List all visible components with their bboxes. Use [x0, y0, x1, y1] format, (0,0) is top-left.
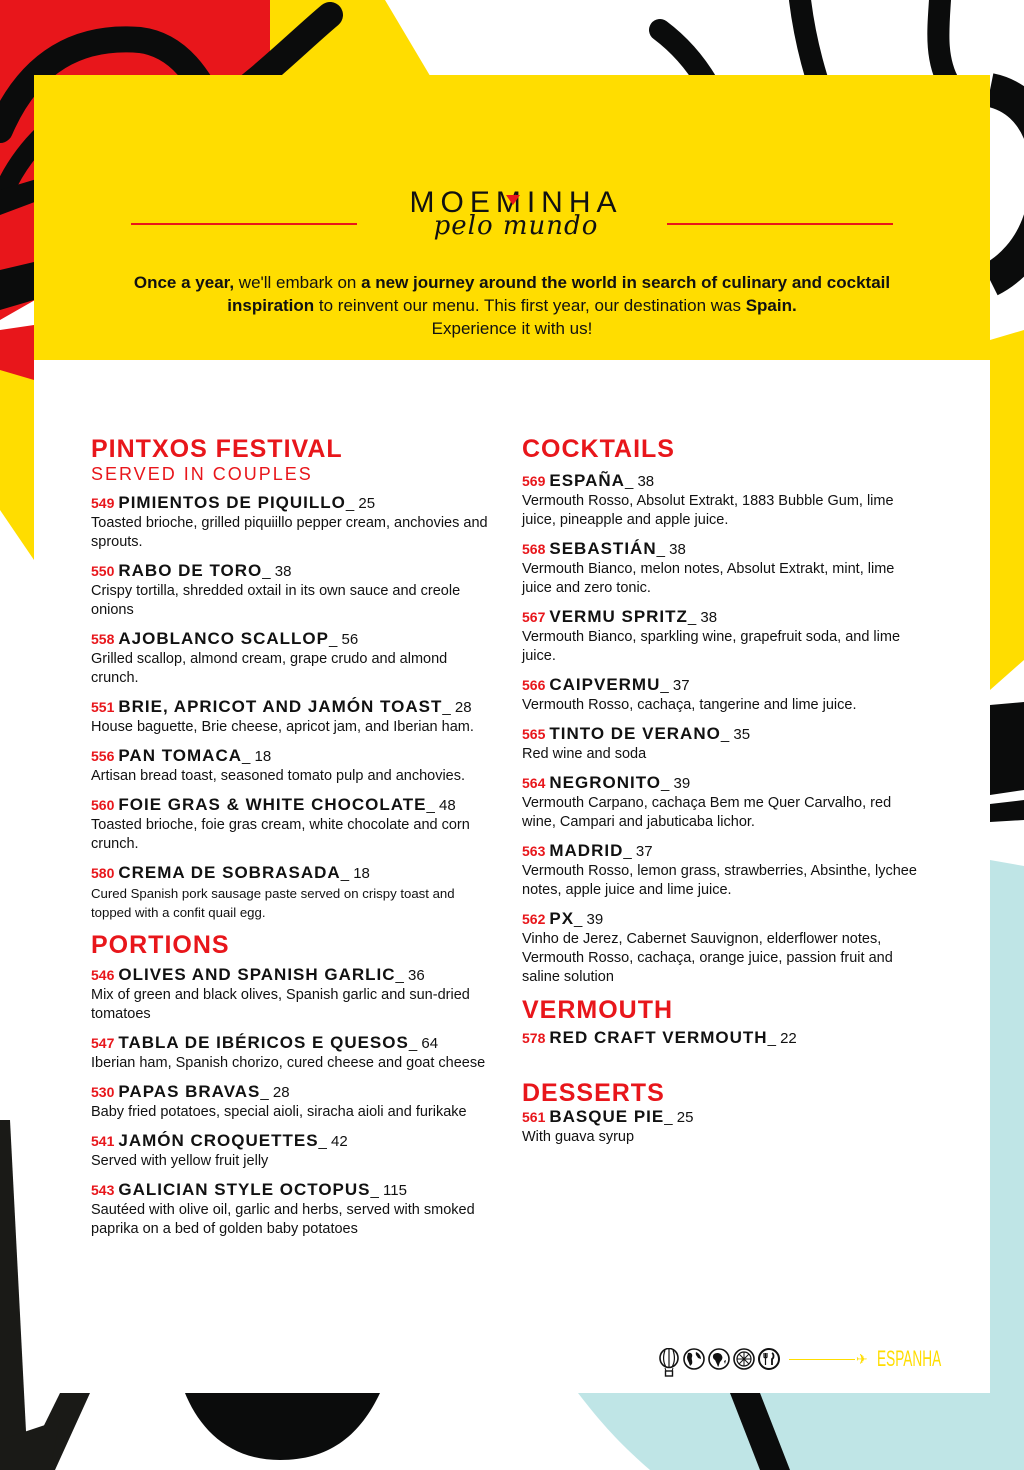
item-description: Iberian ham, Spanish chorizo, cured cheese and goat cheese: [91, 1055, 486, 1071]
item-code: 530: [91, 1084, 115, 1100]
menu-item-header: [522, 773, 922, 794]
section-title: PORTIONS: [91, 931, 230, 959]
item-list: [522, 1107, 922, 1147]
menu-item: [522, 724, 922, 764]
item-price: _ 56: [328, 631, 359, 648]
item-price: _ 18: [242, 748, 272, 765]
item-name: RED CRAFT VERMOUTH: [549, 1028, 768, 1047]
citrus-slice-icon: [733, 1348, 755, 1370]
item-description: Toasted brioche, foie gras cream, white chocolate and corn crunch.: [91, 817, 470, 852]
intro-part: a new journey around the world in search of culinary and cocktail inspiration: [227, 273, 891, 315]
item-code: 564: [522, 775, 546, 791]
item-code: 543: [91, 1182, 115, 1198]
item-description: Cured Spanish pork sausage paste served on crispy toast and topped with a confit quail egg.: [91, 886, 455, 920]
item-description: Red wine and soda: [522, 746, 647, 762]
item-description: Vermouth Rosso, cachaça, tangerine and lime juice.: [522, 697, 857, 713]
journey-arrow-line: [789, 1359, 855, 1360]
item-price: _ 36: [395, 967, 425, 984]
item-name: TINTO DE VERANO: [549, 724, 721, 743]
menu-item: [522, 471, 922, 530]
divider-right: [667, 223, 893, 225]
item-description: Baby fried potatoes, special aioli, siracha aioli and furikake: [91, 1104, 467, 1120]
item-list: [91, 493, 491, 922]
menu-item: [522, 1107, 922, 1147]
item-code: 541: [91, 1133, 115, 1149]
menu-item-header: [522, 1107, 922, 1128]
item-price: _ 22: [767, 1030, 797, 1047]
item-name: PAN TOMACA: [118, 746, 243, 765]
item-description: Served with yellow fruit jelly: [91, 1153, 269, 1169]
intro-part: Spain.: [745, 296, 797, 315]
intro-text: [94, 271, 930, 340]
item-code: 558: [91, 631, 115, 647]
section-cocktails: [522, 435, 922, 987]
menu-item-header: [91, 1033, 491, 1054]
item-price: _ 18: [340, 865, 370, 882]
item-description: Grilled scallop, almond cream, grape crudo and almond crunch.: [91, 651, 448, 686]
item-code: 568: [522, 541, 546, 557]
section-title: DESSERTS: [522, 1079, 665, 1107]
brand-logo: [391, 185, 641, 239]
item-description: Mix of green and black olives, Spanish garlic and sun-dried tomatoes: [91, 987, 470, 1022]
menu-item: [91, 561, 491, 620]
section-pintxos: [91, 435, 491, 922]
item-description: House baguette, Brie cheese, apricot jam, and Iberian ham.: [91, 719, 474, 735]
item-name: BRIE, APRICOT AND JAMÓN TOAST: [118, 697, 443, 716]
menu-item-header: [91, 1131, 491, 1152]
menu-item-header: [522, 909, 922, 930]
menu-item-header: [91, 795, 491, 816]
menu-item: [91, 1131, 491, 1171]
item-price: _ 39: [661, 775, 691, 792]
item-price: _ 38: [624, 473, 655, 490]
menu-item-header: [91, 746, 491, 767]
item-description: Vermouth Bianco, sparkling wine, grapefruit soda, and lime juice.: [522, 629, 901, 664]
item-name: JAMÓN CROQUETTES: [118, 1131, 319, 1150]
item-code: 561: [522, 1109, 546, 1125]
divider-left: [131, 223, 357, 225]
item-description: Vermouth Bianco, melon notes, Absolut Extrakt, mint, lime juice and zero tonic.: [522, 561, 895, 596]
intro-part: we'll embark on: [234, 273, 362, 292]
item-code: 563: [522, 843, 546, 859]
item-price: _ 38: [687, 609, 718, 626]
menu-item: [522, 1028, 922, 1049]
menu-item: [91, 629, 491, 688]
item-code: 551: [91, 699, 115, 715]
menu-item-header: [91, 1082, 491, 1103]
brand-tagline: pelo mundo: [433, 211, 599, 241]
item-list: [91, 965, 491, 1239]
item-name: ESPAÑA: [549, 471, 625, 490]
menu-item-header: [522, 607, 922, 628]
item-code: 547: [91, 1035, 115, 1051]
item-code: 562: [522, 911, 546, 927]
item-name: FOIE GRAS & WHITE CHOCOLATE: [118, 795, 427, 814]
menu-item-header: [91, 493, 491, 514]
item-code: 556: [91, 748, 115, 764]
item-list: [522, 1028, 922, 1049]
item-name: VERMU SPRITZ: [549, 607, 688, 626]
menu-item-header: [91, 965, 491, 986]
item-name: TABLA DE IBÉRICOS E QUESOS: [118, 1033, 409, 1052]
section-title: PINTXOS FESTIVAL: [91, 435, 343, 463]
menu-item: [522, 675, 922, 715]
item-name: PAPAS BRAVAS: [118, 1082, 261, 1101]
section-title: COCKTAILS: [522, 435, 675, 463]
menu-item-header: [522, 539, 922, 560]
fork-knife-icon: [758, 1348, 780, 1370]
left-column: [91, 435, 491, 1248]
logo-area: [34, 185, 990, 265]
menu-item-header: [91, 697, 491, 718]
item-price: _ 38: [656, 541, 686, 558]
item-price: _ 38: [262, 563, 292, 580]
item-description: Vermouth Rosso, lemon grass, strawberries, Absinthe, lychee notes, apple juice and lime juice.: [522, 863, 917, 898]
hot-air-balloon-icon: [658, 1348, 680, 1378]
plane-arrow-icon: ✈: [856, 1350, 868, 1367]
item-price: _ 48: [426, 797, 456, 814]
item-name: CREMA DE SOBRASADA: [118, 863, 341, 882]
item-description: Vinho de Jerez, Cabernet Sauvignon, elderflower notes, Vermouth Rosso, cachaça, orange juice, passion fruit and saline solution: [522, 931, 893, 985]
header-banner: [34, 75, 990, 360]
item-price: _ 64: [408, 1035, 439, 1052]
globe-americas-icon: [683, 1348, 705, 1370]
menu-item-header: [91, 629, 491, 650]
item-price: _ 42: [318, 1133, 348, 1150]
item-name: GALICIAN STYLE OCTOPUS: [118, 1180, 371, 1199]
item-price: _ 28: [260, 1084, 290, 1101]
item-code: 549: [91, 495, 115, 511]
item-price: _ 28: [442, 699, 472, 716]
menu-item-header: [522, 1028, 922, 1049]
menu-item-header: [522, 841, 922, 862]
item-code: 578: [522, 1030, 546, 1046]
item-code: 546: [91, 967, 115, 983]
item-name: CAIPVERMU: [549, 675, 661, 694]
menu-item: [91, 1082, 491, 1122]
menu-item-header: [522, 675, 922, 696]
menu-card: [34, 75, 990, 1393]
item-description: Artisan bread toast, seasoned tomato pulp and anchovies.: [91, 768, 466, 784]
item-name: OLIVES AND SPANISH GARLIC: [118, 965, 396, 984]
item-price: _ 25: [345, 495, 376, 512]
item-code: 560: [91, 797, 115, 813]
menu-item: [91, 863, 491, 922]
item-code: 566: [522, 677, 546, 693]
item-description: Crispy tortilla, shredded oxtail in its own sauce and creole onions: [91, 583, 461, 618]
brand-name: MOEMINHA: [409, 186, 623, 219]
right-column: [522, 435, 922, 1156]
menu-item: [91, 493, 491, 552]
menu-item: [91, 795, 491, 854]
section-subtitle: SERVED IN COUPLES: [91, 464, 313, 484]
menu-item: [522, 539, 922, 598]
section-portions: [91, 931, 491, 1239]
menu-item-header: [91, 1180, 491, 1201]
item-list: [522, 471, 922, 987]
item-price: _ 25: [664, 1109, 694, 1126]
menu-item: [522, 841, 922, 900]
item-code: 580: [91, 865, 115, 881]
item-description: With guava syrup: [522, 1129, 635, 1145]
item-price: _ 115: [370, 1182, 407, 1199]
menu-item-header: [522, 724, 922, 745]
triangle-icon: [506, 195, 520, 205]
menu-item: [91, 746, 491, 786]
menu-item: [522, 909, 922, 987]
section-title: VERMOUTH: [522, 996, 674, 1024]
intro-part: Once a year,: [133, 273, 235, 292]
intro-part: to reinvent our menu. This first year, our destination was: [314, 296, 746, 315]
item-price: _ 37: [660, 677, 690, 694]
item-description: Toasted brioche, grilled piquiillo pepper cream, anchovies and sprouts.: [91, 515, 488, 550]
menu-item: [91, 697, 491, 737]
menu-item-header: [522, 471, 922, 492]
item-description: Vermouth Rosso, Absolut Extrakt, 1883 Bubble Gum, lime juice, pineapple and apple juice.: [522, 493, 894, 528]
item-price: _ 35: [720, 726, 751, 743]
item-name: MADRID: [549, 841, 624, 860]
globe-africa-icon: [708, 1348, 730, 1370]
item-name: PX: [549, 909, 575, 928]
item-description: Vermouth Carpano, cachaça Bem me Quer Carvalho, red wine, Campari and jabuticaba lichor.: [522, 795, 892, 830]
section-vermouth: [522, 996, 922, 1049]
item-price: _ 39: [574, 911, 604, 928]
item-name: BASQUE PIE: [549, 1107, 665, 1126]
section-desserts: [522, 1079, 922, 1147]
journey-footer: [658, 1341, 980, 1377]
item-name: NEGRONITO: [549, 773, 661, 792]
item-name: RABO DE TORO: [118, 561, 263, 580]
item-name: SEBASTIÁN: [549, 539, 657, 558]
item-code: 565: [522, 726, 546, 742]
menu-item: [91, 965, 491, 1024]
intro-part: Experience it with us!: [431, 319, 593, 338]
item-code: 550: [91, 563, 115, 579]
menu-item: [91, 1033, 491, 1073]
item-description: Sautéed with olive oil, garlic and herbs, served with smoked paprika on a bed of golden baby potatoes: [91, 1202, 475, 1237]
menu-item: [522, 607, 922, 666]
menu-item-header: [91, 863, 491, 884]
destination-label: ESPANHA: [876, 1346, 941, 1371]
menu-item: [91, 1180, 491, 1239]
menu-item: [522, 773, 922, 832]
item-code: 569: [522, 473, 546, 489]
item-price: _ 37: [623, 843, 653, 860]
item-name: PIMIENTOS DE PIQUILLO: [118, 493, 346, 512]
item-code: 567: [522, 609, 546, 625]
item-name: AJOBLANCO SCALLOP: [118, 629, 329, 648]
menu-item-header: [91, 561, 491, 582]
